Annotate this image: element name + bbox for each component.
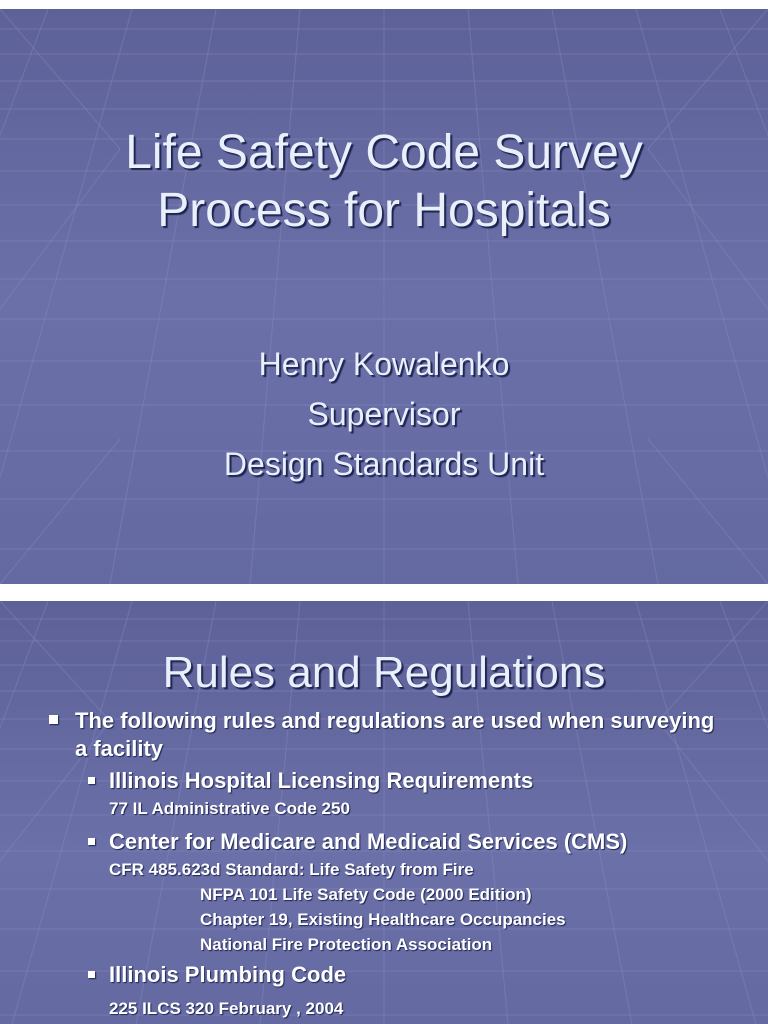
- reference-subline: NFPA 101 Life Safety Code (2000 Edition): [200, 885, 532, 904]
- square-bullet-icon: [88, 838, 95, 845]
- sub-bullet-cms: [109, 827, 749, 857]
- sub-bullet-heading: Center for Medicare and Medicaid Services (CMS): [109, 829, 628, 854]
- presenter-role: Supervisor: [307, 396, 461, 432]
- title-line-2: Process for Hospitals: [157, 184, 611, 237]
- slide-title: [0, 9, 768, 584]
- intro-text: The following rules and regulations are used when surveying a facility: [75, 708, 715, 761]
- reference-line: 225 ILCS 320 February , 2004: [109, 999, 344, 1018]
- sub-bullet-heading: Illinois Hospital Licensing Requirements: [109, 768, 534, 793]
- slide-heading: Rules and Regulations: [162, 648, 606, 697]
- slide-rules: [0, 601, 768, 1024]
- reference-subline: Chapter 19, Existing Healthcare Occupancies: [200, 910, 566, 929]
- reference-subline: National Fire Protection Association: [200, 935, 493, 954]
- sub-bullet-plumbing: [109, 960, 749, 990]
- slide-title-text: [0, 124, 768, 240]
- bullet-list: [0, 707, 768, 1021]
- reference-line: 77 IL Administrative Code 250: [109, 799, 350, 818]
- sub-bullet-licensing: [109, 766, 749, 796]
- intro-bullet: [75, 707, 725, 763]
- title-line-1: Life Safety Code Survey: [125, 126, 643, 179]
- square-bullet-icon: [49, 715, 58, 724]
- reference-line: CFR 485.623d Standard: Life Safety from Fire: [109, 860, 474, 879]
- square-bullet-icon: [88, 777, 95, 784]
- presenter-info: [0, 339, 768, 489]
- presenter-name: Henry Kowalenko: [258, 346, 510, 382]
- square-bullet-icon: [88, 971, 95, 978]
- presenter-unit: Design Standards Unit: [223, 446, 545, 482]
- sub-bullet-heading: Illinois Plumbing Code: [109, 962, 347, 987]
